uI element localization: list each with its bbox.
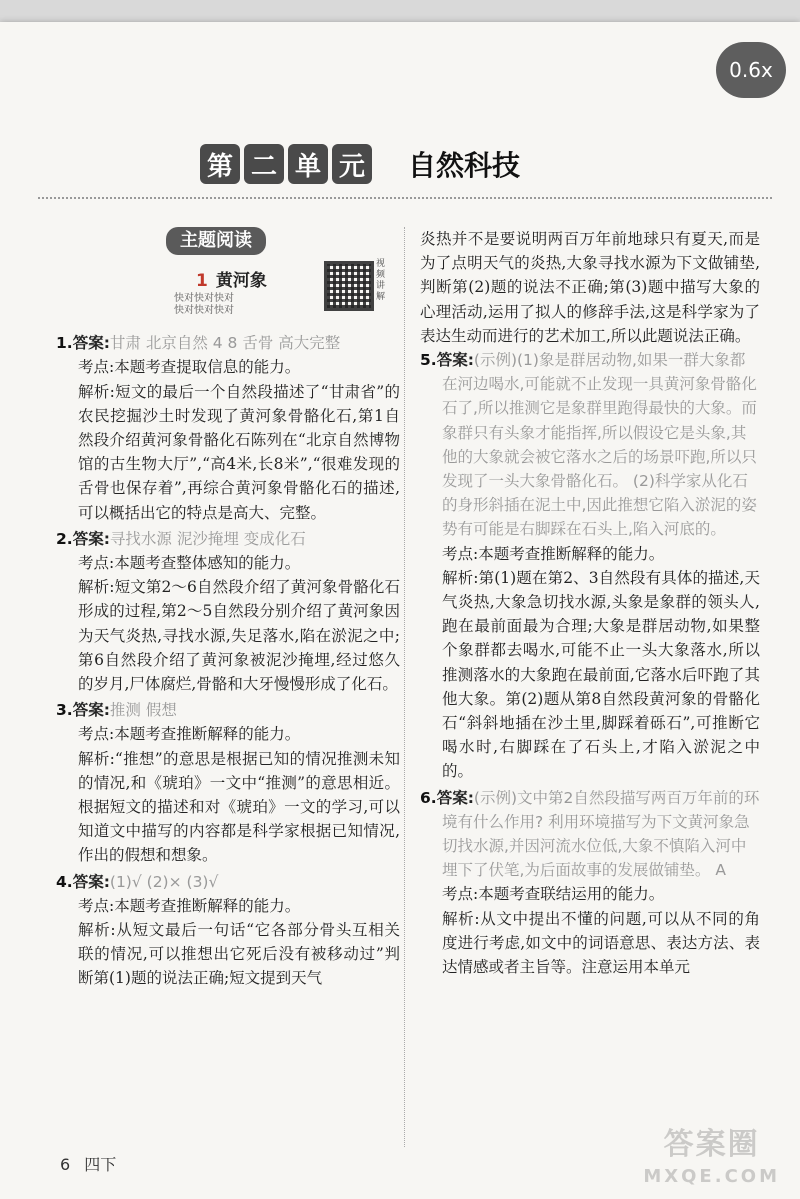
column-divider: [404, 227, 405, 1147]
answer-line: [56, 870, 400, 894]
kaodian-text: 考点:本题考查推断解释的能力。: [78, 896, 301, 915]
question-item: [420, 348, 760, 784]
answer-text: 寻找水源 泥沙掩埋 变成化石: [109, 529, 306, 548]
answer-line: [420, 786, 760, 883]
answer-text: 甘肃 北京自然 4 8 舌骨 高大完整: [109, 334, 341, 353]
document-page: [0, 22, 800, 1199]
right-column: [420, 227, 760, 981]
kaodian-text: 考点:本题考查提取信息的能力。: [78, 358, 301, 377]
question-number: 5.: [420, 351, 437, 370]
question-item: [56, 698, 400, 867]
unit-char: 元: [332, 144, 372, 184]
question-number: 1.: [56, 334, 73, 353]
left-column: [56, 227, 400, 993]
question-number: 4.: [56, 872, 73, 891]
unit-char: 第: [200, 144, 240, 184]
answer-line: [56, 698, 400, 722]
lesson-name: 黄河象: [215, 271, 267, 292]
question-number: 2.: [56, 529, 73, 548]
question-item: [56, 527, 400, 696]
grade-label: 四下: [84, 1155, 117, 1174]
lesson-number: 1: [196, 271, 208, 292]
jiexi-text: 解析:短文的最后一个自然段描述了“甘肃省”的农民挖掘沙土时发现了黄河象骨骼化石,第1自然段介绍黄河象骨骼化石陈列在“北京自然博物馆的古生物大厅”,“高4米,长8米”,“很难发现的舌骨也保存着”,再综合黄河象骨骼化石的描述,可以概括出它的特点是高大、完整。: [78, 382, 400, 522]
question-number: 3.: [56, 701, 73, 720]
zoom-level-badge[interactable]: 0.6x: [716, 42, 786, 98]
watermark-main: 答案圈: [663, 1127, 760, 1162]
header-rule: [38, 197, 772, 199]
jiexi-text: 解析:“推想”的意思是根据已知的情况推测未知的情况,和《琥珀》一文中“推测”的意思相近。根据短文的描述和对《琥珀》一文的学习,可以知道文中描写的内容都是科学家根据已知情况,作出的假想和想象。: [78, 749, 400, 865]
answer-tag: 答案:: [72, 529, 110, 548]
kaodian-text: 考点:本题考查推断解释的能力。: [78, 725, 301, 744]
question-number: 6.: [420, 788, 437, 807]
watermark-sub: MXQE.COM: [643, 1166, 780, 1187]
answer-text: 推测 假想: [109, 701, 177, 720]
answer-text: (示例)(1)象是群居动物,如果一群大象都在河边喝水,可能就不止发现一具黄河象骨骼化石了,所以推测它是象群里跑得最快的大象。而象群只有头象才能指挥,所以假设它是头象,其他的大象就会被它落水之后的场景吓跑,所以只发现了一头大象骨骼化石。 (2)科学家从化石的身形斜插在泥土中,因此推想它陷入淤泥的姿势有可能是右脚踩在石头上,陷入河底的。: [442, 351, 757, 539]
answer-text: (示例)文中第2自然段描写两百万年前的环境有什么作用? 利用环境描写为下文黄河象急切找水源,并因河流水位低,大象不慎陷入河中埋下了伏笔,为后面故事的发展做铺垫。 A: [442, 788, 760, 880]
jiexi-text: 解析:短文第2～6自然段介绍了黄河象骨骼化石形成的过程,第2～5自然段分别介绍了黄河象因为天气炎热,寻找水源,失足落水,陷在淤泥之中;第6自然段介绍了黄河象被泥沙掩埋,经过悠久的岁月,尸体腐烂,骨骼和大牙慢慢形成了化石。: [78, 578, 400, 694]
unit-char: 单: [288, 144, 328, 184]
answer-line: [56, 527, 400, 551]
unit-char: 二: [244, 144, 284, 184]
jiexi-text: 解析:从短文最后一句话“它各部分骨头互相关联的情况,可以推想出它死后没有被移动过”判断第(1)题的说法正确;短文提到天气: [78, 921, 400, 988]
answer-tag: 答案:: [72, 872, 110, 891]
continued-text: 炎热并不是要说明两百万年前地球只有夏天,而是为了点明天气的炎热,大象寻找水源为下文做铺垫,判断第(2)题的说法不正确;第(3)题中描写大象的心理活动,运用了拟人的修辞手法,这是科学家为了表达生动而进行的艺术加工,所以此题说法正确。: [420, 230, 760, 345]
reading-banner: 主题阅读: [166, 227, 266, 255]
watermark-logo: [643, 1129, 780, 1193]
question-item: [56, 331, 400, 525]
answer-tag: 答案:: [436, 351, 474, 370]
unit-header: [200, 142, 520, 186]
qr-code-icon[interactable]: [324, 261, 374, 311]
page-number: 6: [60, 1155, 71, 1174]
answer-line: [420, 348, 760, 542]
answer-tag: 答案:: [72, 334, 110, 353]
kaodian-text: 考点:本题考查联结运用的能力。: [442, 885, 665, 904]
jiexi-text: 解析:第(1)题在第2、3自然段有具体的描述,天气炎热,大象急切找水源,头象是象群的领头人,跑在最前面最为合理;大象是群居动物,如果整个象群都去喝水,可能不止一头大象落水,所以推测落水的大象跑在最前面,它落水后吓跑了其他大象。第(2)题从第8自然段黄河象的骨骼化石“斜斜地插在沙土里,脚踩着砾石”,可推断它喝水时,右脚踩在了石头上,才陷入淤泥之中的。: [442, 568, 760, 781]
unit-title: 自然科技: [408, 149, 521, 182]
page-footer: [60, 1152, 130, 1175]
kaodian-text: 考点:本题考查整体感知的能力。: [78, 554, 301, 573]
qr-label: 视频讲解: [376, 259, 386, 303]
lesson-title: [196, 269, 267, 293]
answer-tag: 答案:: [436, 788, 474, 807]
answer-line: [56, 331, 400, 355]
answer-text: (1)√ (2)× (3)√: [109, 872, 219, 891]
question-item: [56, 870, 400, 991]
lesson-heading: [56, 261, 400, 331]
answer-tag: 答案:: [72, 701, 110, 720]
kaodian-text: 考点:本题考查推断解释的能力。: [442, 544, 665, 563]
unit-label: [200, 144, 376, 184]
lesson-subtitle: 快对快对快对 快对快对快对: [174, 293, 234, 317]
jiexi-text: 解析:从文中提出不懂的问题,可以从不同的角度进行考虑,如文中的词语意思、表达方法、表达情感或者主旨等。注意运用本单元: [442, 909, 760, 977]
question-item: [420, 786, 760, 980]
